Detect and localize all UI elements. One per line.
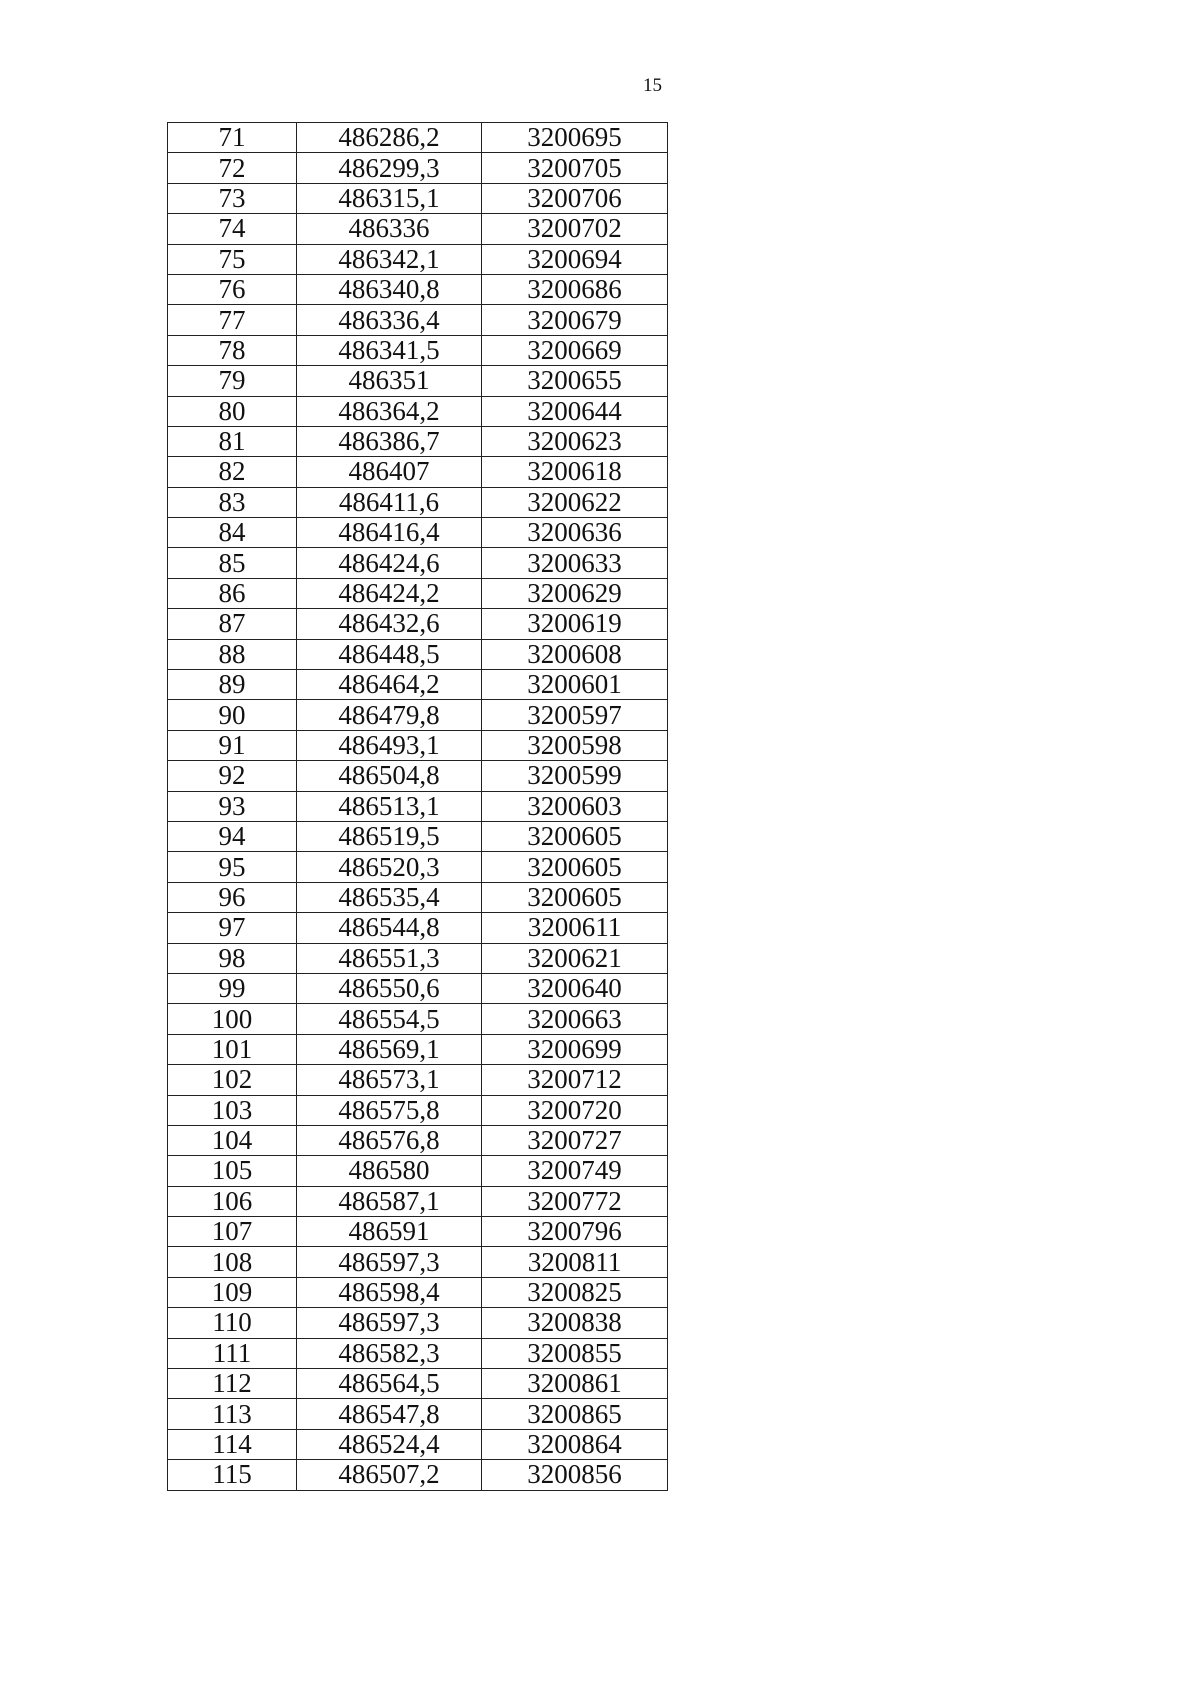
point-number-cell: 84 — [168, 518, 297, 548]
point-number-cell: 77 — [168, 305, 297, 335]
y-coordinate-cell: 3200727 — [482, 1125, 668, 1155]
table-row — [168, 244, 668, 274]
y-coordinate-cell: 3200796 — [482, 1217, 668, 1247]
point-number-cell: 72 — [168, 153, 297, 183]
x-coordinate-cell: 486479,8 — [297, 700, 482, 730]
table-row — [168, 578, 668, 608]
y-coordinate-cell: 3200629 — [482, 578, 668, 608]
y-coordinate-cell: 3200865 — [482, 1399, 668, 1429]
point-number-cell: 88 — [168, 639, 297, 669]
y-coordinate-cell: 3200663 — [482, 1004, 668, 1034]
point-number-cell: 87 — [168, 609, 297, 639]
x-coordinate-cell: 486340,8 — [297, 274, 482, 304]
table-row — [168, 730, 668, 760]
y-coordinate-cell: 3200636 — [482, 518, 668, 548]
y-coordinate-cell: 3200856 — [482, 1460, 668, 1490]
table-row — [168, 274, 668, 304]
y-coordinate-cell: 3200623 — [482, 426, 668, 456]
x-coordinate-cell: 486554,5 — [297, 1004, 482, 1034]
x-coordinate-cell: 486342,1 — [297, 244, 482, 274]
y-coordinate-cell: 3200608 — [482, 639, 668, 669]
table-row — [168, 1308, 668, 1338]
y-coordinate-cell: 3200621 — [482, 943, 668, 973]
y-coordinate-cell: 3200619 — [482, 609, 668, 639]
table-row — [168, 366, 668, 396]
point-number-cell: 82 — [168, 457, 297, 487]
point-number-cell: 104 — [168, 1125, 297, 1155]
point-number-cell: 90 — [168, 700, 297, 730]
y-coordinate-cell: 3200855 — [482, 1338, 668, 1368]
point-number-cell: 111 — [168, 1338, 297, 1368]
point-number-cell: 106 — [168, 1186, 297, 1216]
point-number-cell: 85 — [168, 548, 297, 578]
y-coordinate-cell: 3200720 — [482, 1095, 668, 1125]
x-coordinate-cell: 486535,4 — [297, 882, 482, 912]
x-coordinate-cell: 486598,4 — [297, 1277, 482, 1307]
x-coordinate-cell: 486386,7 — [297, 426, 482, 456]
page-number: 15 — [643, 75, 662, 96]
x-coordinate-cell: 486580 — [297, 1156, 482, 1186]
table-row — [168, 639, 668, 669]
y-coordinate-cell: 3200838 — [482, 1308, 668, 1338]
y-coordinate-cell: 3200699 — [482, 1034, 668, 1064]
y-coordinate-cell: 3200599 — [482, 761, 668, 791]
table-row — [168, 214, 668, 244]
point-number-cell: 108 — [168, 1247, 297, 1277]
table-row — [168, 1399, 668, 1429]
x-coordinate-cell: 486507,2 — [297, 1460, 482, 1490]
point-number-cell: 74 — [168, 214, 297, 244]
x-coordinate-cell: 486587,1 — [297, 1186, 482, 1216]
table-row — [168, 457, 668, 487]
table-row — [168, 700, 668, 730]
table-row — [168, 973, 668, 1003]
table-row — [168, 943, 668, 973]
point-number-cell: 101 — [168, 1034, 297, 1064]
table-row — [168, 396, 668, 426]
point-number-cell: 71 — [168, 123, 297, 153]
x-coordinate-cell: 486513,1 — [297, 791, 482, 821]
x-coordinate-cell: 486493,1 — [297, 730, 482, 760]
table-row — [168, 1095, 668, 1125]
y-coordinate-cell: 3200655 — [482, 366, 668, 396]
coordinates-table-body — [168, 123, 668, 1491]
table-row — [168, 153, 668, 183]
point-number-cell: 83 — [168, 487, 297, 517]
point-number-cell: 98 — [168, 943, 297, 973]
point-number-cell: 93 — [168, 791, 297, 821]
point-number-cell: 107 — [168, 1217, 297, 1247]
x-coordinate-cell: 486424,6 — [297, 548, 482, 578]
x-coordinate-cell: 486573,1 — [297, 1065, 482, 1095]
y-coordinate-cell: 3200597 — [482, 700, 668, 730]
y-coordinate-cell: 3200749 — [482, 1156, 668, 1186]
x-coordinate-cell: 486407 — [297, 457, 482, 487]
x-coordinate-cell: 486286,2 — [297, 123, 482, 153]
y-coordinate-cell: 3200695 — [482, 123, 668, 153]
table-row — [168, 761, 668, 791]
table-row — [168, 882, 668, 912]
y-coordinate-cell: 3200601 — [482, 670, 668, 700]
x-coordinate-cell: 486351 — [297, 366, 482, 396]
table-row — [168, 1034, 668, 1064]
table-row — [168, 1460, 668, 1490]
y-coordinate-cell: 3200611 — [482, 913, 668, 943]
x-coordinate-cell: 486551,3 — [297, 943, 482, 973]
x-coordinate-cell: 486597,3 — [297, 1247, 482, 1277]
table-row — [168, 518, 668, 548]
point-number-cell: 76 — [168, 274, 297, 304]
x-coordinate-cell: 486576,8 — [297, 1125, 482, 1155]
point-number-cell: 105 — [168, 1156, 297, 1186]
table-row — [168, 1338, 668, 1368]
point-number-cell: 95 — [168, 852, 297, 882]
point-number-cell: 73 — [168, 183, 297, 213]
x-coordinate-cell: 486547,8 — [297, 1399, 482, 1429]
y-coordinate-cell: 3200706 — [482, 183, 668, 213]
table-row — [168, 609, 668, 639]
y-coordinate-cell: 3200605 — [482, 882, 668, 912]
y-coordinate-cell: 3200603 — [482, 791, 668, 821]
point-number-cell: 110 — [168, 1308, 297, 1338]
point-number-cell: 81 — [168, 426, 297, 456]
y-coordinate-cell: 3200772 — [482, 1186, 668, 1216]
table-row — [168, 548, 668, 578]
point-number-cell: 99 — [168, 973, 297, 1003]
point-number-cell: 100 — [168, 1004, 297, 1034]
x-coordinate-cell: 486432,6 — [297, 609, 482, 639]
y-coordinate-cell: 3200679 — [482, 305, 668, 335]
table-row — [168, 123, 668, 153]
table-row — [168, 1186, 668, 1216]
x-coordinate-cell: 486411,6 — [297, 487, 482, 517]
table-row — [168, 1429, 668, 1459]
table-row — [168, 1369, 668, 1399]
x-coordinate-cell: 486524,4 — [297, 1429, 482, 1459]
y-coordinate-cell: 3200694 — [482, 244, 668, 274]
x-coordinate-cell: 486336,4 — [297, 305, 482, 335]
table-row — [168, 670, 668, 700]
y-coordinate-cell: 3200861 — [482, 1369, 668, 1399]
point-number-cell: 78 — [168, 335, 297, 365]
table-row — [168, 1004, 668, 1034]
y-coordinate-cell: 3200669 — [482, 335, 668, 365]
x-coordinate-cell: 486520,3 — [297, 852, 482, 882]
point-number-cell: 112 — [168, 1369, 297, 1399]
point-number-cell: 97 — [168, 913, 297, 943]
point-number-cell: 96 — [168, 882, 297, 912]
x-coordinate-cell: 486550,6 — [297, 973, 482, 1003]
y-coordinate-cell: 3200702 — [482, 214, 668, 244]
x-coordinate-cell: 486519,5 — [297, 821, 482, 851]
point-number-cell: 103 — [168, 1095, 297, 1125]
table-row — [168, 426, 668, 456]
table-row — [168, 913, 668, 943]
point-number-cell: 79 — [168, 366, 297, 396]
table-row — [168, 335, 668, 365]
table-row — [168, 1217, 668, 1247]
table-row — [168, 487, 668, 517]
y-coordinate-cell: 3200811 — [482, 1247, 668, 1277]
x-coordinate-cell: 486315,1 — [297, 183, 482, 213]
table-row — [168, 852, 668, 882]
point-number-cell: 94 — [168, 821, 297, 851]
y-coordinate-cell: 3200618 — [482, 457, 668, 487]
point-number-cell: 115 — [168, 1460, 297, 1490]
x-coordinate-cell: 486448,5 — [297, 639, 482, 669]
x-coordinate-cell: 486575,8 — [297, 1095, 482, 1125]
table-row — [168, 1277, 668, 1307]
table-row — [168, 305, 668, 335]
x-coordinate-cell: 486504,8 — [297, 761, 482, 791]
y-coordinate-cell: 3200686 — [482, 274, 668, 304]
y-coordinate-cell: 3200644 — [482, 396, 668, 426]
table-row — [168, 183, 668, 213]
y-coordinate-cell: 3200598 — [482, 730, 668, 760]
x-coordinate-cell: 486416,4 — [297, 518, 482, 548]
y-coordinate-cell: 3200633 — [482, 548, 668, 578]
coordinates-table — [167, 122, 668, 1491]
x-coordinate-cell: 486569,1 — [297, 1034, 482, 1064]
point-number-cell: 86 — [168, 578, 297, 608]
x-coordinate-cell: 486341,5 — [297, 335, 482, 365]
point-number-cell: 75 — [168, 244, 297, 274]
table-row — [168, 1125, 668, 1155]
point-number-cell: 89 — [168, 670, 297, 700]
y-coordinate-cell: 3200825 — [482, 1277, 668, 1307]
table-row — [168, 1247, 668, 1277]
y-coordinate-cell: 3200640 — [482, 973, 668, 1003]
x-coordinate-cell: 486299,3 — [297, 153, 482, 183]
point-number-cell: 91 — [168, 730, 297, 760]
y-coordinate-cell: 3200864 — [482, 1429, 668, 1459]
x-coordinate-cell: 486336 — [297, 214, 482, 244]
x-coordinate-cell: 486544,8 — [297, 913, 482, 943]
table-row — [168, 791, 668, 821]
table-row — [168, 1065, 668, 1095]
point-number-cell: 92 — [168, 761, 297, 791]
x-coordinate-cell: 486582,3 — [297, 1338, 482, 1368]
x-coordinate-cell: 486564,5 — [297, 1369, 482, 1399]
y-coordinate-cell: 3200712 — [482, 1065, 668, 1095]
point-number-cell: 102 — [168, 1065, 297, 1095]
point-number-cell: 80 — [168, 396, 297, 426]
y-coordinate-cell: 3200605 — [482, 821, 668, 851]
x-coordinate-cell: 486424,2 — [297, 578, 482, 608]
y-coordinate-cell: 3200605 — [482, 852, 668, 882]
x-coordinate-cell: 486464,2 — [297, 670, 482, 700]
table-row — [168, 1156, 668, 1186]
point-number-cell: 109 — [168, 1277, 297, 1307]
y-coordinate-cell: 3200705 — [482, 153, 668, 183]
point-number-cell: 113 — [168, 1399, 297, 1429]
table-row — [168, 821, 668, 851]
y-coordinate-cell: 3200622 — [482, 487, 668, 517]
x-coordinate-cell: 486364,2 — [297, 396, 482, 426]
x-coordinate-cell: 486591 — [297, 1217, 482, 1247]
point-number-cell: 114 — [168, 1429, 297, 1459]
x-coordinate-cell: 486597,3 — [297, 1308, 482, 1338]
